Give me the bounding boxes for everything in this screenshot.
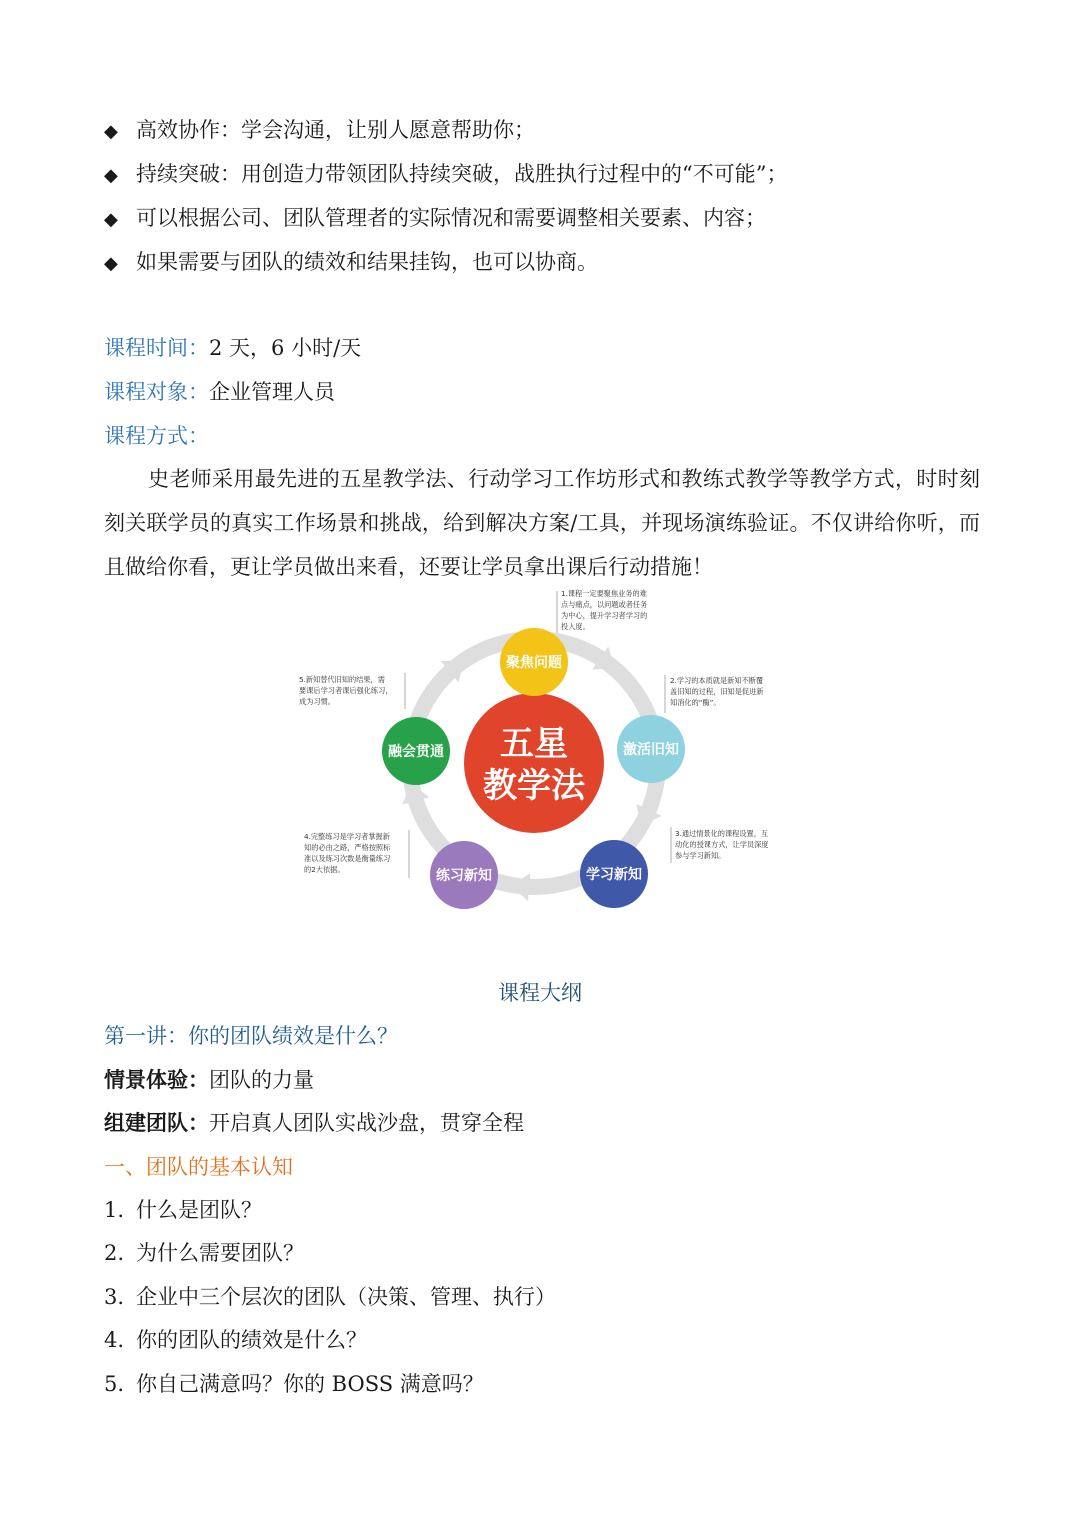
- list-text: 为什么需要团队？: [136, 1241, 304, 1265]
- note-4: [304, 830, 409, 878]
- course-time-value: 2 天，6 小时/天: [209, 336, 362, 360]
- bullet-item: [104, 196, 984, 242]
- diamond-bullet-icon: ◆: [104, 253, 118, 274]
- five-star-teaching-diagram: [280, 585, 800, 920]
- diamond-bullet-icon: ◆: [104, 209, 118, 230]
- section-heading: 一、团队的基本认知: [104, 1155, 293, 1179]
- note-1: [557, 589, 647, 633]
- note-3: [671, 827, 768, 863]
- course-audience: [104, 370, 984, 414]
- bullet-text: 持续突破：用创造力带领团队持续突破，战胜执行过程中的“不可能”；: [136, 162, 788, 186]
- outline-title: 课程大纲: [498, 981, 582, 1005]
- course-time: [104, 326, 984, 370]
- note-line: 知的必由之路，严格按照标: [304, 843, 391, 852]
- scene-label: 情景体验：: [104, 1067, 209, 1092]
- note-5: [299, 673, 405, 709]
- course-audience-value: 企业管理人员: [209, 380, 335, 404]
- note-line: 成为习惯。: [299, 697, 335, 706]
- note-line: 1.课程一定要聚焦业务的难: [561, 589, 647, 598]
- note-line: 2.学习的本质就是新知不断覆: [670, 676, 764, 685]
- note-line: 投入度。: [561, 622, 590, 631]
- note-line: 的2大依据。: [304, 865, 345, 874]
- center-circle: [464, 693, 604, 833]
- team-value: 开启真人团队实战沙盘，贯穿全程: [209, 1111, 524, 1135]
- node-label: 聚焦问题: [506, 655, 562, 671]
- note-line: 点与痛点，以问题或者任务: [561, 600, 648, 609]
- course-method-label: 课程方式：: [104, 424, 209, 448]
- note-line: 3.通过情景化的课程设置，互: [675, 829, 769, 838]
- list-number: 2.: [104, 1241, 125, 1265]
- list-text: 什么是团队？: [136, 1198, 262, 1222]
- list-text: 你的团队的绩效是什么？: [136, 1328, 367, 1352]
- lecture-heading: 第一讲：你的团队绩效是什么？: [104, 1024, 398, 1048]
- course-method-paragraph: 史老师采用最先进的五星教学法、行动学习工作坊形式和教练式教学等教学方式，时时刻刻关联学员的真实工作场景和挑战，给到解决方案/工具，并现场演练验证。不仅讲给你听，而且做给你看，更让学员做出来看，还要让学员拿出课后行动措施！: [104, 467, 980, 579]
- node-label: 激活旧知: [623, 742, 679, 758]
- bullet-text: 可以根据公司、团队管理者的实际情况和需要调整相关要素、内容；: [136, 206, 766, 230]
- diamond-bullet-icon: ◆: [104, 121, 118, 142]
- note-line: 5.新知替代旧知的结果，需: [299, 675, 385, 684]
- list-item: [104, 1188, 984, 1232]
- list-text: 你自己满意吗？你的 BOSS 满意吗？: [136, 1372, 484, 1396]
- note-line: 4.完整练习是学习者掌握新: [304, 832, 390, 841]
- note-line: 参与学习新知。: [675, 851, 726, 860]
- scene-experience: [104, 1058, 984, 1102]
- bullet-item: [104, 108, 984, 154]
- node-learn-new-knowledge: [580, 840, 648, 908]
- center-title-line1: 五星: [500, 724, 568, 764]
- diamond-bullet-icon: ◆: [104, 165, 118, 186]
- note-2: [665, 675, 763, 713]
- note-line: 盖旧知的过程，旧知是促进新: [670, 687, 764, 696]
- node-label: 练习新知: [436, 868, 492, 884]
- list-number: 4.: [104, 1328, 125, 1352]
- bullet-item: [104, 152, 984, 198]
- node-integration: [382, 717, 450, 785]
- node-label: 学习新知: [586, 867, 642, 883]
- team-building: [104, 1101, 984, 1145]
- center-title-line2: 教学法: [483, 766, 585, 806]
- note-line: 为中心，提升学习者学习的: [561, 611, 648, 620]
- bullet-text: 高效协作：学会沟通，让别人愿意帮助你；: [136, 118, 535, 142]
- list-number: 1.: [104, 1198, 125, 1222]
- note-line: 动化的授课方式，让学员深度: [675, 840, 769, 849]
- node-focus-problem: [500, 628, 568, 696]
- course-method: [104, 414, 984, 458]
- course-audience-label: 课程对象：: [104, 380, 209, 404]
- list-item: [104, 1275, 984, 1319]
- team-label: 组建团队：: [104, 1110, 209, 1135]
- list-item: [104, 1231, 984, 1275]
- list-item: [104, 1362, 984, 1406]
- node-activate-old-knowledge: [617, 715, 685, 783]
- scene-value: 团队的力量: [209, 1068, 314, 1092]
- node-label: 融会贯通: [388, 744, 444, 760]
- bullet-item: [104, 240, 984, 286]
- course-time-label: 课程时间：: [104, 336, 209, 360]
- list-number: 3.: [104, 1285, 125, 1309]
- note-line: 准以及练习次数是衡量练习: [304, 854, 391, 863]
- note-line: 要课后学习者课后强化练习，: [299, 686, 393, 695]
- node-practice-new-knowledge: [430, 841, 498, 909]
- list-text: 企业中三个层次的团队（决策、管理、执行）: [136, 1285, 556, 1309]
- list-item: [104, 1318, 984, 1362]
- note-line: 知消化的“酶”。: [670, 698, 721, 707]
- list-number: 5.: [104, 1372, 125, 1396]
- bullet-text: 如果需要与团队的绩效和结果挂钩，也可以协商。: [136, 250, 598, 274]
